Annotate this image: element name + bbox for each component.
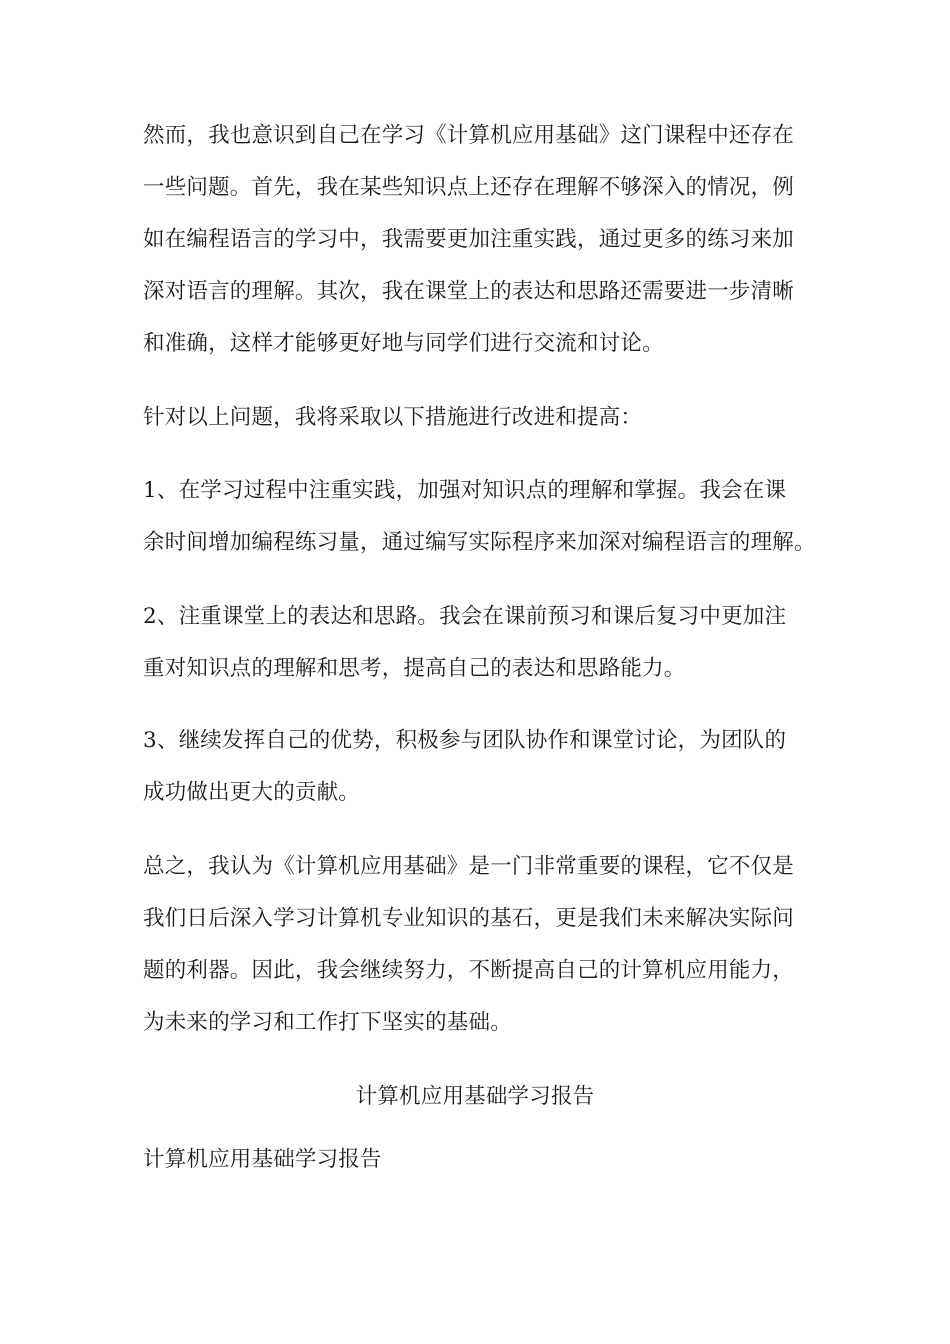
- text-line: 余时间增加编程练习量，通过编写实际程序来加深对编程语言的理解。: [143, 530, 816, 555]
- text-line: 成功做出更大的贡献。: [143, 780, 361, 805]
- text-line: 一些问题。首先，我在某些知识点上还存在理解不够深入的情况，例: [143, 175, 795, 200]
- section-title: 计算机应用基础学习报告: [355, 1084, 595, 1109]
- text-line: 和准确，这样才能够更好地与同学们进行交流和讨论。: [143, 331, 664, 356]
- text-line: 深对语言的理解。其次，我在课堂上的表达和思路还需要进一步清晰: [143, 279, 795, 304]
- text-line: 1、在学习过程中注重实践，加强对知识点的理解和掌握。我会在课: [143, 478, 787, 503]
- text-line: 重对知识点的理解和思考，提高自己的表达和思路能力。: [143, 656, 686, 681]
- text-line: 为未来的学习和工作打下坚实的基础。: [143, 1010, 512, 1035]
- text-line: 然而，我也意识到自己在学习《计算机应用基础》这门课程中还存在: [143, 123, 795, 148]
- text-line: 2、注重课堂上的表达和思路。我会在课前预习和课后复习中更加注: [143, 604, 787, 629]
- section-subtitle: 计算机应用基础学习报告: [143, 1147, 382, 1172]
- text-line: 针对以上问题，我将采取以下措施进行改进和提高：: [143, 405, 643, 430]
- text-line: 如在编程语言的学习中，我需要更加注重实践，通过更多的练习来加: [143, 227, 795, 252]
- text-line: 3、继续发挥自己的优势，积极参与团队协作和课堂讨论，为团队的: [143, 728, 787, 753]
- text-line: 总之，我认为《计算机应用基础》是一门非常重要的课程，它不仅是: [143, 854, 795, 879]
- text-line: 我们日后深入学习计算机专业知识的基石，更是我们未来解决实际问: [143, 906, 795, 931]
- text-line: 题的利器。因此，我会继续努力，不断提高自己的计算机应用能力，: [143, 958, 795, 983]
